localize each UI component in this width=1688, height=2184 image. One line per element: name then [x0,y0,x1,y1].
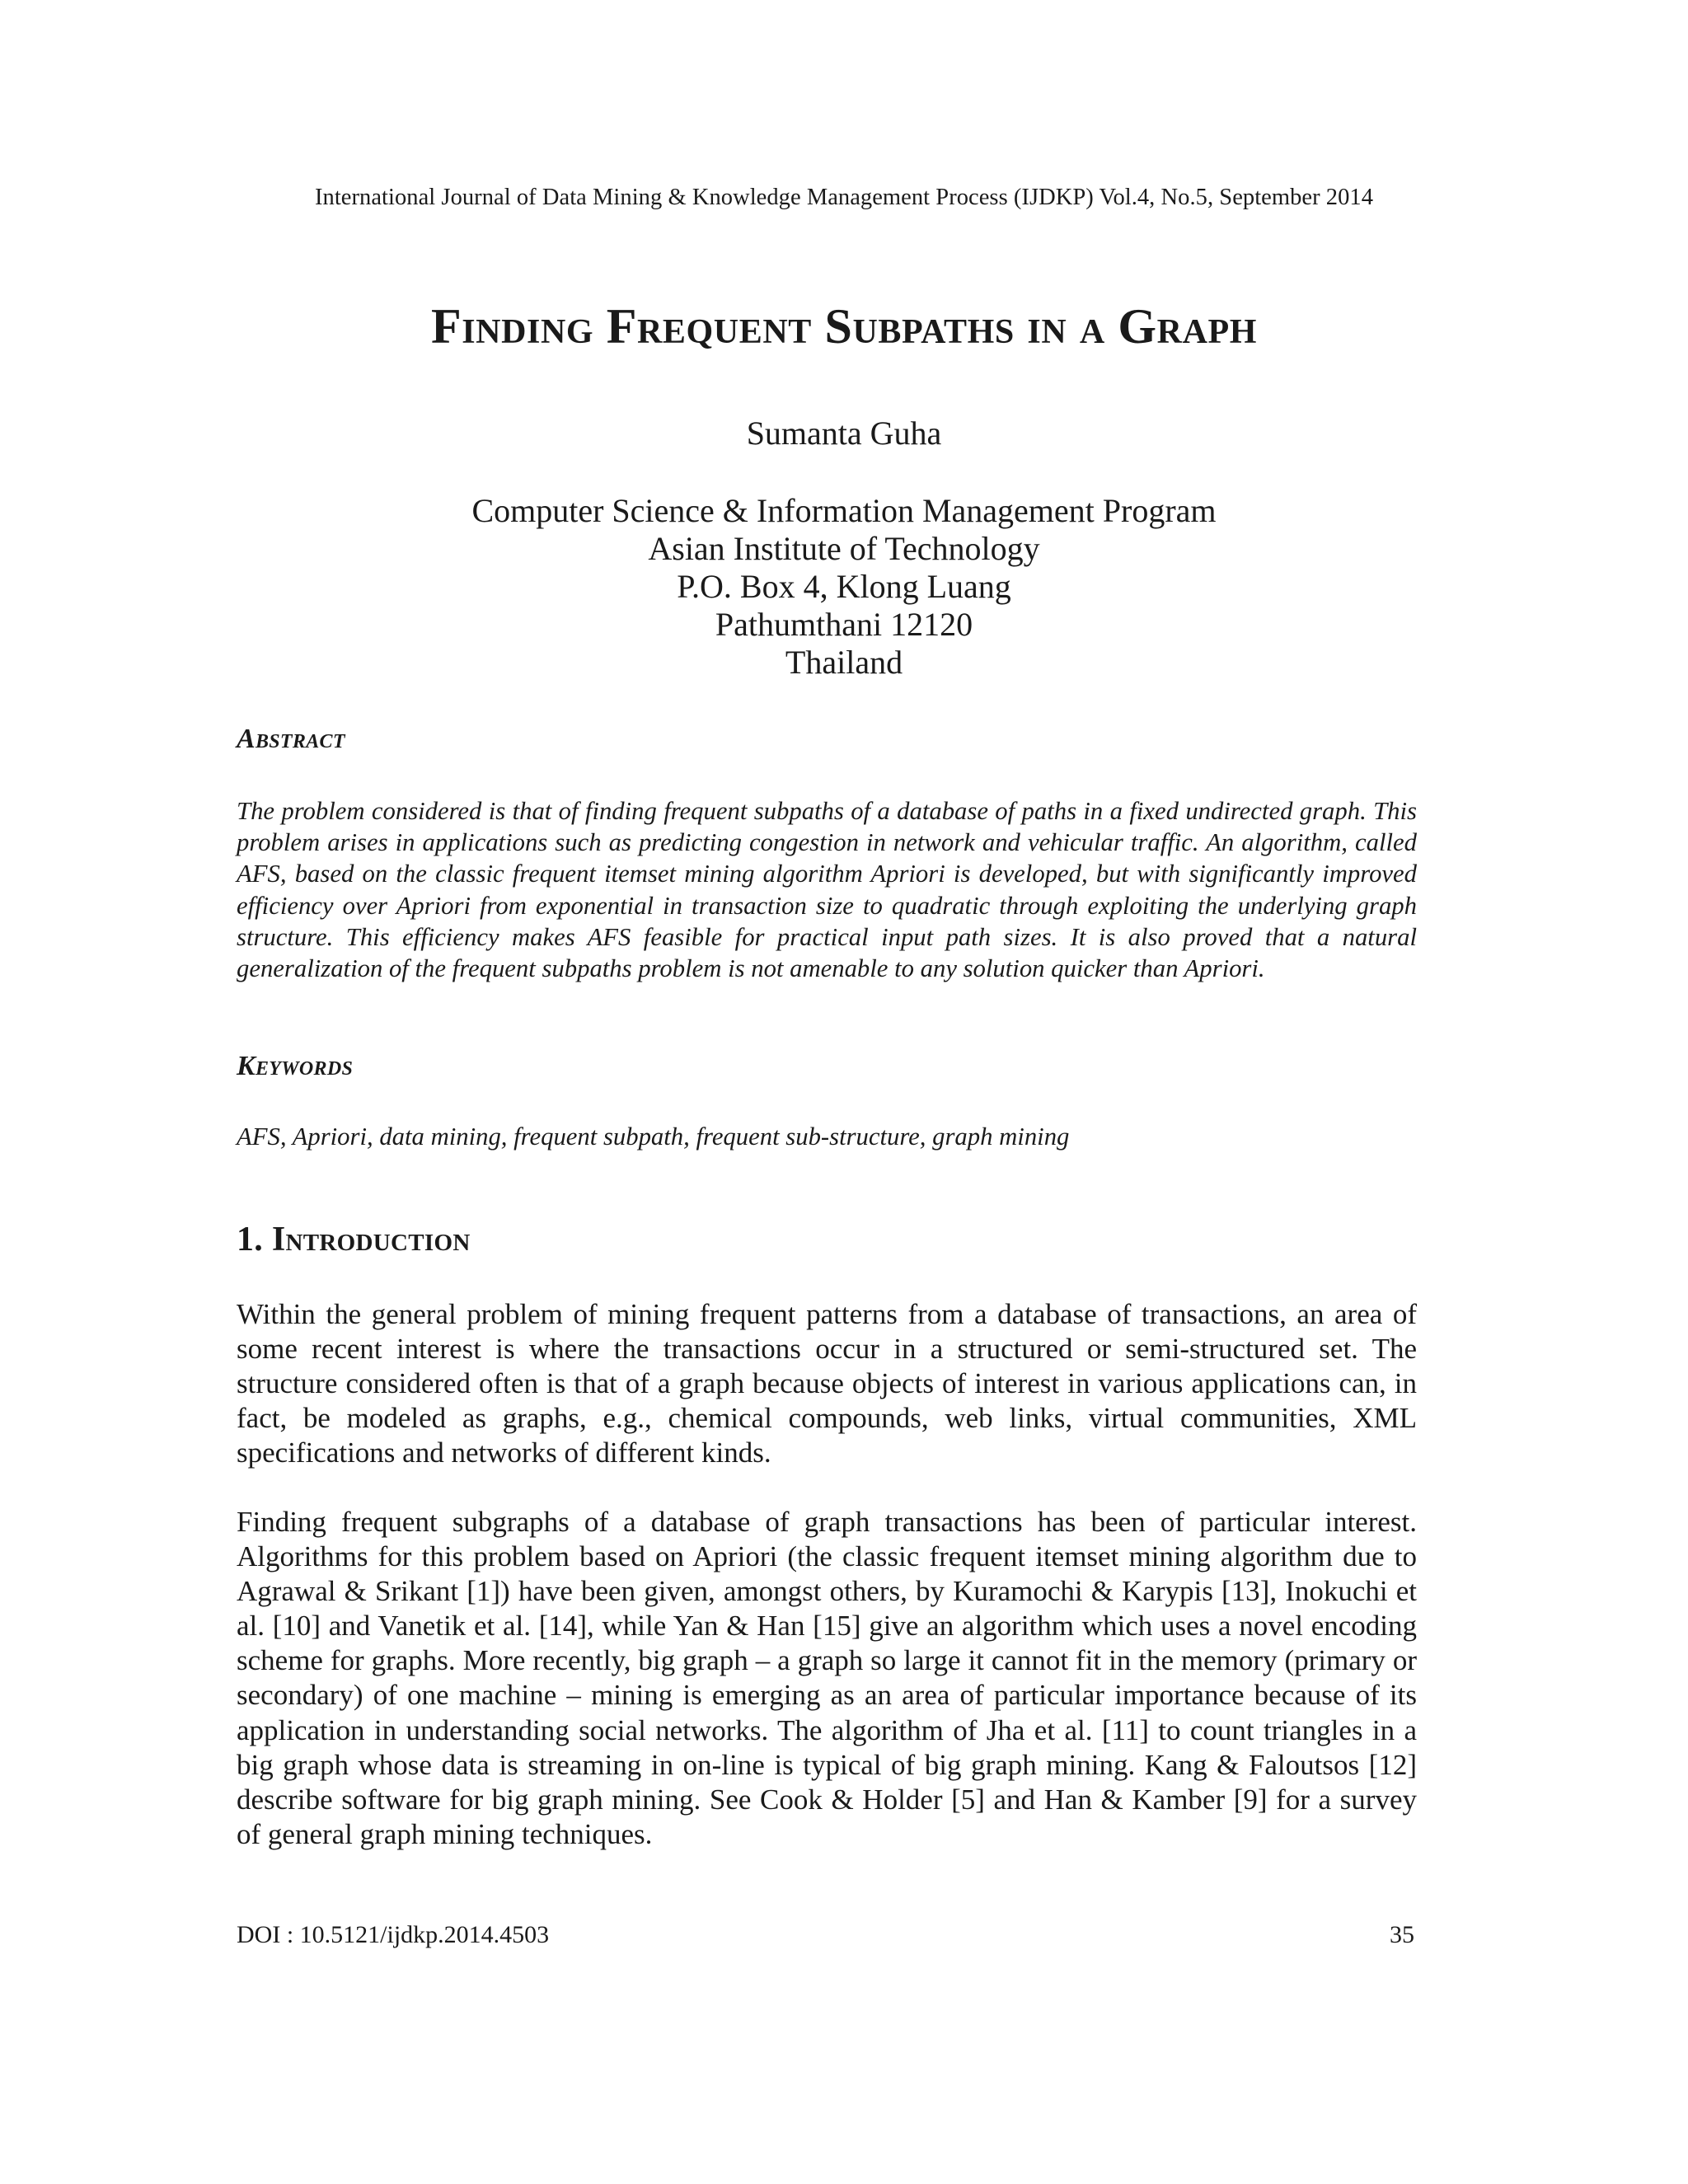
author-name: Sumanta Guha [746,415,942,452]
introduction-paragraph: Within the general problem of mining frequent patterns from a database of transactions, an area of some recent interest is where the transactions occur in a structured or semi-structured set. The structure considered often is that of a graph because objects of interest in various applications can, in fact, be modeled as graphs, e.g., chemical compounds, web links, virtual communities, XML specifications and networks of different kinds. [237,1298,1417,1469]
affiliation-line: Asian Institute of Technology [648,530,1040,567]
introduction-heading: 1. Introduction [237,1221,471,1258]
page-number: 35 [1390,1921,1414,1948]
author-affiliation [0,492,1688,682]
journal-header: International Journal of Data Mining & Knowledge Management Process (IJDKP) Vol.4, No.5, September 2014 [315,185,1373,210]
keywords-heading: Keywords [237,1051,354,1081]
introduction-paragraph: Finding frequent subgraphs of a database of graph transactions has been of particular interest. Algorithms for this problem based on Apriori (the classic frequent itemset mining algorithm due to Agrawal & Srikant [1]) have been given, amongst others, by Kuramochi & Karypis [13], Inokuchi et al. [10] and Vanetik et al. [14], while Yan & Han [15] give an algorithm which uses a novel encoding scheme for graphs. More recently, big graph – a graph so large it cannot fit in the memory (primary or secondary) of one machine – mining is emerging as an area of particular importance because of its application in understanding social networks. The algorithm of Jha et al. [11] to count triangles in a big graph whose data is streaming in on-line is typical of big graph mining. Kang & Faloutsos [12] describe software for big graph mining. See Cook & Holder [5] and Han & Kamber [9] for a survey of general graph mining techniques. [237,1506,1417,1850]
abstract-text: The problem considered is that of finding frequent subpaths of a database of paths in a fixed undirected graph. This problem arises in applications such as predicting congestion in network and vehicular traffic. An algorithm, called AFS, based on the classic frequent itemset mining algorithm Apriori is developed, but with significantly improved efficiency over Apriori from exponential in transaction size to quadratic through exploiting the underlying graph structure. This efficiency makes AFS feasible for practical input path sizes. It is also proved that a natural generalization of the frequent subpaths problem is not amenable to any solution quicker than Apriori. [237,797,1417,983]
abstract-heading: Abstract [237,724,345,754]
affiliation-line: Thailand [785,644,903,681]
doi-footer: DOI : 10.5121/ijdkp.2014.4503 [237,1921,550,1948]
affiliation-line: Pathumthani 12120 [715,606,973,643]
affiliation-line: Computer Science & Information Management Program [471,492,1217,529]
affiliation-line: P.O. Box 4, Klong Luang [677,568,1011,605]
paper-title: Finding Frequent Subpaths in a Graph [430,299,1258,354]
keywords-text: AFS, Apriori, data mining, frequent subpath, frequent sub-structure, graph mining [237,1122,1070,1151]
